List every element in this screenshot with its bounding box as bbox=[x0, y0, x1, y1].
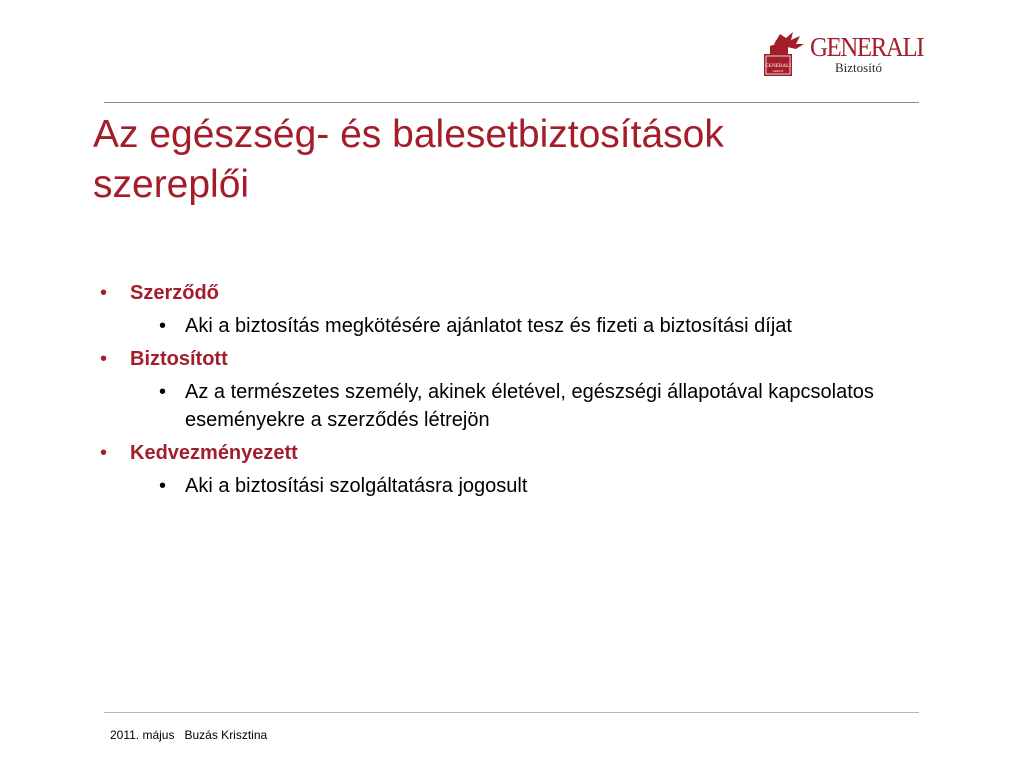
bullet-icon: • bbox=[100, 442, 108, 464]
emblem-text: GENERALI bbox=[765, 63, 791, 69]
slide-title-line-2: szereplői bbox=[93, 163, 250, 206]
slide-footer bbox=[110, 728, 267, 742]
item-heading: Biztosított bbox=[130, 348, 228, 370]
sub-item-kedvezmenyezett bbox=[159, 472, 980, 500]
list-item-szerzodo bbox=[100, 279, 980, 307]
emblem-subtext: GROUP bbox=[772, 69, 784, 73]
header-divider bbox=[104, 102, 919, 103]
footer-date: 2011. május bbox=[110, 728, 175, 742]
bullet-icon: • bbox=[159, 475, 167, 497]
footer-author: Buzás Krisztina bbox=[184, 728, 268, 742]
list-item-kedvezmenyezett bbox=[100, 439, 980, 467]
list-item-biztositott bbox=[100, 345, 980, 373]
item-heading: Szerződő bbox=[130, 282, 219, 304]
item-heading: Kedvezményezett bbox=[130, 442, 298, 464]
slide-title-line-1: Az egészség- és balesetbiztosítások bbox=[93, 113, 724, 156]
brand-wordmark: GENERALI bbox=[810, 32, 924, 62]
generali-lion-emblem-icon bbox=[760, 28, 808, 78]
footer-divider bbox=[104, 712, 919, 713]
item-detail: Az a természetes személy, akinek életével, egészségi állapotával kapcsolatos eseményekre a szerződés létrejön bbox=[185, 381, 874, 431]
bullet-icon: • bbox=[100, 282, 108, 304]
sub-item-szerzodo bbox=[159, 312, 980, 340]
generali-logo bbox=[760, 24, 925, 80]
item-detail: Aki a biztosítási szolgáltatásra jogosult bbox=[185, 475, 528, 497]
slide-title bbox=[93, 110, 893, 210]
brand-subtitle: Biztosító bbox=[835, 60, 882, 75]
bullet-icon: • bbox=[159, 315, 167, 337]
bullet-icon: • bbox=[100, 348, 108, 370]
item-detail: Aki a biztosítás megkötésére ajánlatot tesz és fizeti a biztosítási díjat bbox=[185, 315, 792, 337]
bullet-list bbox=[100, 274, 980, 500]
bullet-icon: • bbox=[159, 381, 167, 403]
sub-item-biztositott bbox=[159, 378, 980, 434]
